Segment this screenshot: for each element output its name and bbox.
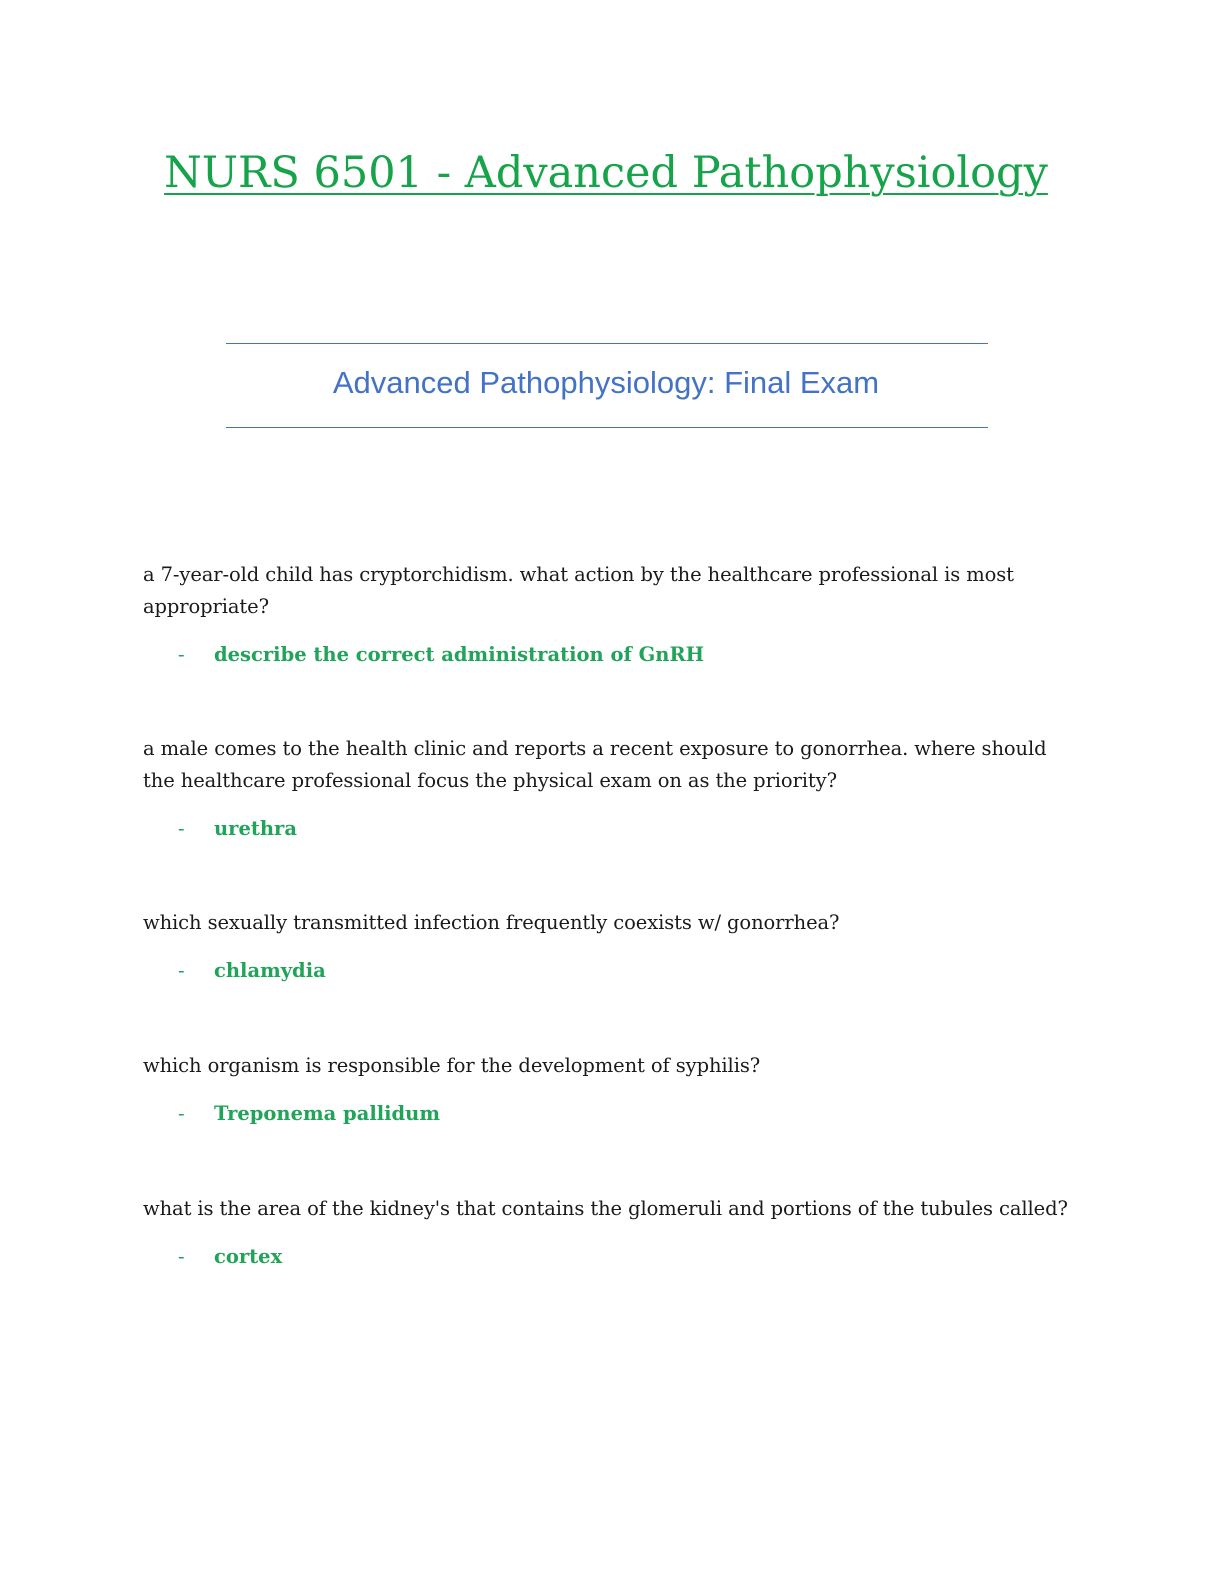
answer-bullet: -	[178, 643, 185, 666]
answer-text: urethra	[214, 817, 297, 840]
answer-bullet: -	[178, 959, 185, 982]
answer-item	[143, 1241, 1083, 1273]
answer-item	[143, 813, 1083, 845]
answer-item	[143, 955, 1083, 987]
question-text: which organism is responsible for the development of syphilis?	[143, 1054, 761, 1077]
answer-text: describe the correct administration of GnRH	[214, 643, 705, 666]
answer-bullet: -	[178, 1245, 185, 1268]
question-text: what is the area of the kidney's that contains the glomeruli and portions of the tubules called?	[143, 1197, 1068, 1220]
question-block-1	[143, 559, 1083, 671]
answer-item	[143, 1098, 1083, 1130]
answer-item	[143, 639, 1083, 671]
answer-bullet: -	[178, 1102, 185, 1125]
question-block-4	[143, 1050, 1083, 1130]
answer-text: cortex	[214, 1245, 283, 1268]
page-subtitle: Advanced Pathophysiology: Final Exam	[332, 365, 880, 400]
question-text: which sexually transmitted infection frequently coexists w/ gonorrhea?	[143, 911, 840, 934]
answer-text: chlamydia	[214, 959, 326, 982]
question-block-5	[143, 1193, 1083, 1273]
question-text: a male comes to the health clinic and reports a recent exposure to gonorrhea. where should the healthcare professional focus the physical exam on as the priority?	[143, 737, 1047, 792]
subtitle-top-rule	[226, 343, 988, 344]
question-block-2	[143, 733, 1083, 845]
question-block-3	[143, 907, 1083, 987]
answer-text: Treponema pallidum	[214, 1102, 440, 1125]
answer-bullet: -	[178, 817, 185, 840]
subtitle-bottom-rule	[226, 427, 988, 428]
page-title: NURS 6501 - Advanced Pathophysiology	[164, 148, 1048, 198]
question-text: a 7-year-old child has cryptorchidism. what action by the healthcare professional is most appropriate?	[143, 563, 1014, 618]
